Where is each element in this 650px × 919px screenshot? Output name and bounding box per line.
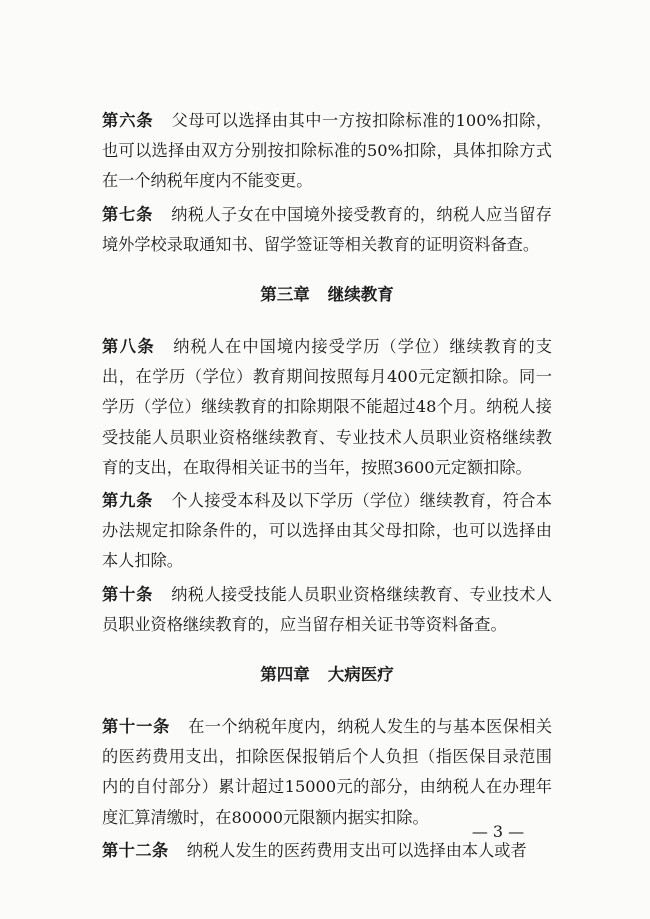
article-10-label: 第十条 (102, 584, 154, 604)
article-8-label: 第八条 (102, 337, 156, 357)
chapter-3-title: 继续教育 (327, 285, 394, 305)
document-body (102, 106, 552, 866)
article-8 (102, 332, 552, 483)
article-11-text: 在一个纳税年度内，纳税人发生的与基本医保相关的医药费用支出，扣除医保报销后个人负担（指医保目录范围内的自付部分）累计超过15000元的部分，由纳税人在办理年度汇算清缴时，在80000元限额内据实扣除。 (102, 717, 553, 827)
article-11-label: 第十一条 (102, 717, 171, 737)
article-7-text: 纳税人子女在中国境外接受教育的，纳税人应当留存境外学校录取通知书、留学签证等相关教育的证明资料备查。 (102, 204, 552, 254)
article-9-text: 个人接受本科及以下学历（学位）继续教育，符合本办法规定扣除条件的，可以选择由其父母扣除，也可以选择由本人扣除。 (102, 491, 552, 571)
article-12-label: 第十二条 (102, 840, 169, 860)
chapter-4-number: 第四章 (260, 665, 310, 685)
chapter-4-title: 大病医疗 (327, 665, 394, 685)
article-9 (102, 486, 552, 577)
article-6-text: 父母可以选择由其中一方按扣除标准的100%扣除，也可以选择由双方分别按扣除标准的50%扣除，具体扣除方式在一个纳税年度内不能变更。 (102, 111, 553, 191)
article-7-label: 第七条 (102, 204, 154, 224)
article-11 (102, 712, 552, 833)
chapter-3-heading (102, 280, 552, 310)
article-8-text: 纳税人在中国境内接受学历（学位）继续教育的支出，在学历（学位）教育期间按照每月400元定额扣除。同一学历（学位）继续教育的扣除期限不能超过48个月。纳税人接受技能人员职业资格继续教育、专业技术人员职业资格继续教育的支出，在取得相关证书的当年，按照3600元定额扣除。 (102, 337, 553, 477)
article-12-text: 纳税人发生的医药费用支出可以选择由本人或者 (186, 840, 527, 860)
article-9-label: 第九条 (102, 491, 154, 511)
chapter-3-number: 第三章 (260, 285, 310, 305)
article-10 (102, 580, 552, 640)
article-6 (102, 106, 552, 197)
article-7 (102, 200, 552, 260)
article-6-label: 第六条 (102, 111, 154, 130)
chapter-4-heading (102, 660, 552, 690)
page-number: — 3 — (471, 822, 525, 841)
article-10-text: 纳税人接受技能人员职业资格继续教育、专业技术人员职业资格继续教育的，应当留存相关证书等资料备查。 (102, 584, 552, 634)
